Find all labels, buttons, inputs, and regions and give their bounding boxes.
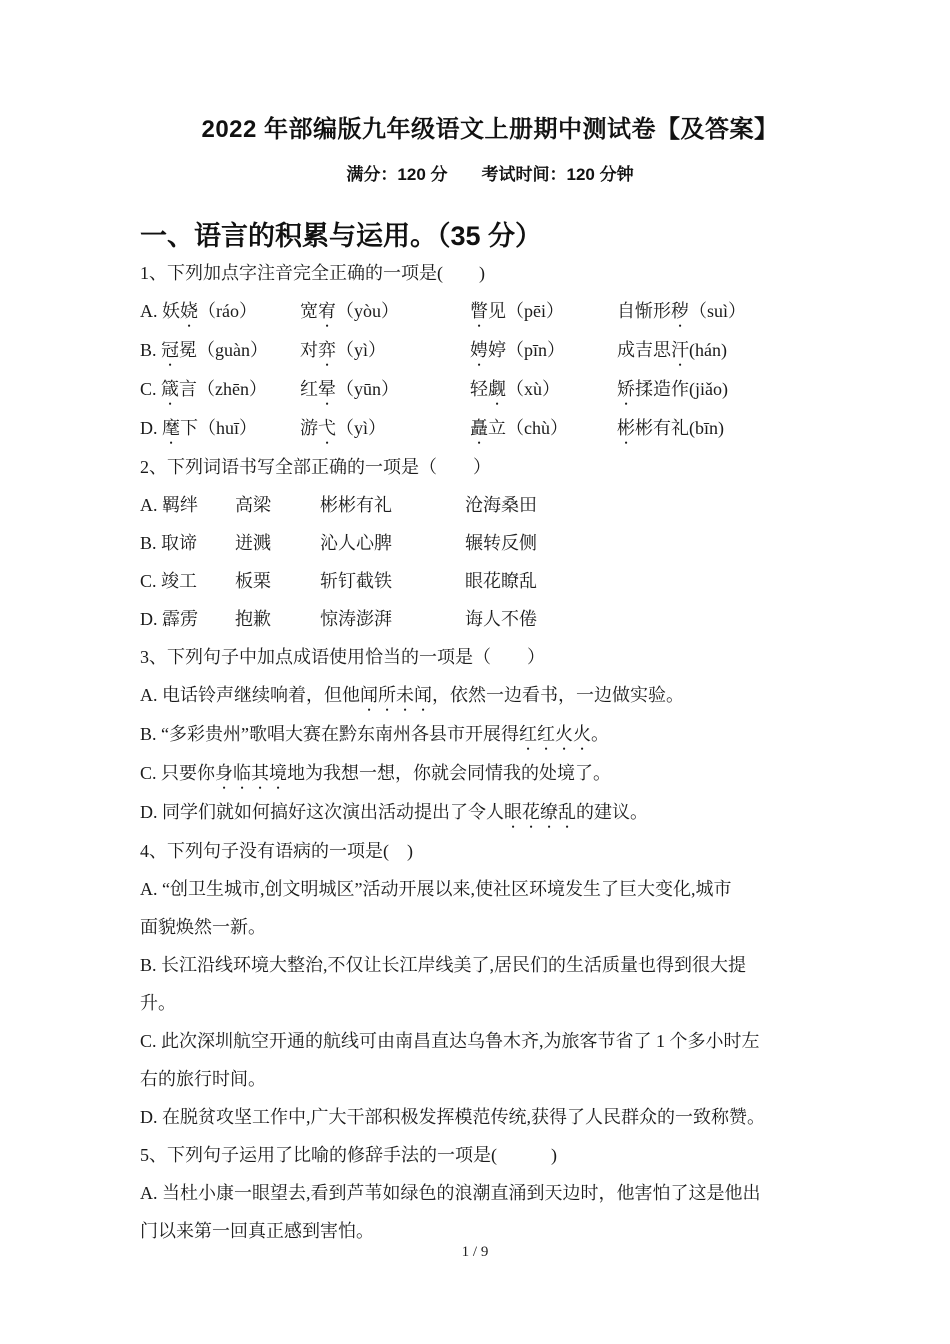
option-cell	[465, 562, 840, 600]
text-run: 辗转反侧	[465, 533, 537, 553]
emphasis-dotted-text: 矫	[617, 379, 635, 399]
text-run: D. 同学们就如何搞好这次演出活动提出了令人	[140, 802, 504, 822]
q4-option-b-line-1	[140, 946, 840, 984]
q3-option-a	[140, 676, 840, 715]
text-run: C. 此次深圳航空开通的航线可由南昌直达乌鲁木齐,为旅客节省了 1 个多小时左	[140, 1031, 760, 1051]
text-run: 面貌焕然一新。	[140, 917, 266, 937]
section-1-heading	[140, 218, 840, 254]
option-cell	[140, 524, 235, 562]
text-run: B.	[140, 340, 162, 360]
text-run: 见（pēi）	[488, 301, 564, 321]
text-run: (hán)	[689, 340, 727, 360]
q4-option-a-line-1	[140, 870, 840, 908]
text-run: 右的旅行时间。	[140, 1069, 266, 1089]
text-run: 2、下列词语书写全部正确的一项是（ ）	[140, 457, 491, 477]
text-run: 的建议。	[576, 802, 648, 822]
text-run: 斩钉截铁	[320, 571, 392, 591]
emphasis-dotted-text: 晕	[318, 379, 336, 399]
q3-stem	[140, 638, 840, 676]
option-cell	[320, 600, 465, 638]
text-run: B. 取谛	[140, 533, 198, 553]
text-run: B. 长江沿线环境大整治,不仅让长江岸线美了,居民们的生活质量也得到很大提	[140, 955, 747, 975]
text-run: 自惭形	[617, 301, 671, 321]
option-cell	[140, 486, 235, 524]
option-cell	[470, 292, 617, 331]
text-run: 5、下列句子运用了比喻的修辞手法的一项是( )	[140, 1145, 557, 1165]
emphasis-dotted-text: 彬	[617, 418, 635, 438]
q2-option-b	[140, 524, 840, 562]
text-run: 沧海桑田	[465, 495, 537, 515]
q2-option-d	[140, 600, 840, 638]
text-run: 一、语言的积累与运用。（35 分）	[140, 221, 543, 251]
option-cell	[320, 562, 465, 600]
emphasis-dotted-text: 麾	[162, 418, 180, 438]
emphasis-dotted-text: 冠	[161, 340, 180, 360]
text-run: 4、下列句子没有语病的一项是( )	[140, 841, 413, 861]
text-run: 诲人不倦	[465, 609, 537, 629]
text-run: A. 电话铃声继续响着，但他	[140, 685, 360, 705]
q2-option-c	[140, 562, 840, 600]
text-run: A. 羁绊	[140, 495, 198, 515]
text-run: C. 只要你	[140, 763, 216, 783]
emphasis-dotted-text: 矗	[470, 418, 488, 438]
option-cell	[617, 409, 840, 448]
option-cell	[617, 292, 840, 331]
q1-option-d	[140, 409, 840, 448]
text-run: A. 当杜小康一眼望去,看到芦苇如绿色的浪潮直涌到天边时，他害怕了这是他出	[140, 1183, 761, 1203]
option-cell	[235, 600, 320, 638]
text-run: 。	[590, 724, 609, 744]
option-cell	[320, 486, 465, 524]
emphasis-dotted-text: 宥	[318, 301, 336, 321]
option-cell	[465, 486, 840, 524]
text-run: B. “多彩贵州”歌唱大赛在黔东南州各县市开展得	[140, 724, 519, 744]
text-run: 言（zhēn）	[179, 379, 267, 399]
q4-option-a-line-2	[140, 908, 840, 946]
option-cell	[140, 409, 300, 448]
text-run: 下（huī）	[180, 418, 258, 438]
option-cell	[320, 524, 465, 562]
emphasis-dotted-text: 瞥	[470, 301, 488, 321]
text-run: 1、下列加点字注音完全正确的一项是( )	[140, 263, 485, 283]
option-cell	[300, 409, 470, 448]
option-cell	[617, 331, 840, 370]
option-cell	[235, 486, 320, 524]
option-cell	[300, 331, 470, 370]
option-cell	[140, 562, 235, 600]
text-run: 3、下列句子中加点成语使用恰当的一项是（ ）	[140, 647, 545, 667]
text-run: 冕（guàn）	[179, 340, 269, 360]
q3-option-c	[140, 754, 840, 793]
text-run: 板栗	[235, 571, 271, 591]
text-run: 游	[300, 418, 318, 438]
text-run: 迸溅	[235, 533, 271, 553]
q4-option-b-line-2	[140, 984, 840, 1022]
option-cell	[140, 370, 300, 409]
option-cell	[300, 292, 470, 331]
q2-stem	[140, 448, 840, 486]
q3-option-d	[140, 793, 840, 832]
exam-info: 满分：120 分 考试时间：120 分钟	[346, 165, 634, 184]
option-cell	[300, 370, 470, 409]
text-run: 惊涛澎湃	[320, 609, 392, 629]
option-cell	[470, 331, 617, 370]
text-run: D. 霹雳	[140, 609, 198, 629]
emphasis-dotted-text: 娆	[180, 301, 198, 321]
text-run: 门以来第一回真正感到害怕。	[140, 1221, 374, 1241]
q3-option-b	[140, 715, 840, 754]
text-run: （xù）	[506, 379, 560, 399]
option-cell	[235, 562, 320, 600]
text-run: A. 妖	[140, 301, 180, 321]
option-cell	[140, 331, 300, 370]
text-run: （yì）	[336, 418, 387, 438]
emphasis-dotted-text: 眼花缭乱	[504, 802, 576, 822]
text-run: （yūn）	[336, 379, 399, 399]
text-run: 红	[300, 379, 318, 399]
q5-stem	[140, 1136, 840, 1174]
text-run: 婷（pīn）	[488, 340, 566, 360]
text-run: 高梁	[235, 495, 271, 515]
text-run: 沁人心脾	[320, 533, 392, 553]
q4-option-d	[140, 1098, 840, 1136]
option-cell	[470, 409, 617, 448]
option-cell	[235, 524, 320, 562]
option-cell	[140, 292, 300, 331]
q1-option-b	[140, 331, 840, 370]
text-run: （suì）	[689, 301, 747, 321]
q4-stem	[140, 832, 840, 870]
text-run: 立（chù）	[488, 418, 568, 438]
option-cell	[465, 524, 840, 562]
q1-option-c	[140, 370, 840, 409]
text-run: 轻	[470, 379, 488, 399]
option-cell	[465, 600, 840, 638]
text-run: 宽	[300, 301, 318, 321]
emphasis-dotted-text: 汗	[671, 340, 689, 360]
emphasis-dotted-text: 闻所未闻	[360, 685, 432, 705]
emphasis-dotted-text: 觑	[488, 379, 506, 399]
text-run: （ráo）	[198, 301, 257, 321]
page-title: 2022 年部编版九年级语文上册期中测试卷【及答案】	[201, 116, 779, 143]
q2-option-a	[140, 486, 840, 524]
emphasis-dotted-text: 身临其境	[215, 763, 288, 783]
page-content	[140, 112, 840, 1250]
text-run: （yì）	[336, 340, 387, 360]
text-run: ，依然一边看书，一边做实验。	[432, 685, 684, 705]
emphasis-dotted-text: 秽	[671, 301, 689, 321]
text-run: 彬彬有礼	[320, 495, 392, 515]
q4-option-c-line-2	[140, 1060, 840, 1098]
text-run: C.	[140, 379, 162, 399]
emphasis-dotted-text: 箴	[161, 379, 180, 399]
text-run: （yòu）	[336, 301, 399, 321]
text-run: D.	[140, 418, 162, 438]
q1-option-a	[140, 292, 840, 331]
q4-option-c-line-1	[140, 1022, 840, 1060]
text-run: 揉造作(jiǎo)	[635, 379, 728, 399]
emphasis-dotted-text: 弋	[318, 418, 336, 438]
q5-option-a-line-1	[140, 1174, 840, 1212]
exam-body	[140, 218, 840, 1250]
emphasis-dotted-text: 弈	[318, 340, 336, 360]
text-run: A. “创卫生城市,创文明城区”活动开展以来,使社区环境发生了巨大变化,城市	[140, 879, 732, 899]
emphasis-dotted-text: 娉	[470, 340, 488, 360]
option-cell	[617, 370, 840, 409]
text-run: 升。	[140, 993, 176, 1013]
text-run: D. 在脱贫攻坚工作中,广大干部积极发挥模范传统,获得了人民群众的一致称赞。	[140, 1107, 765, 1127]
text-run: 成吉思	[617, 340, 671, 360]
text-run: C. 竣工	[140, 571, 198, 591]
text-run: 彬有礼(bīn)	[635, 418, 724, 438]
emphasis-dotted-text: 红红火火	[518, 724, 591, 744]
text-run: 对	[300, 340, 318, 360]
option-cell	[470, 370, 617, 409]
q1-stem	[140, 254, 840, 292]
page-number: 1 / 9	[461, 1244, 489, 1260]
text-run: 眼花瞭乱	[465, 571, 537, 591]
text-run: 地为我想一想，你就会同情我的处境了。	[287, 763, 612, 783]
option-cell	[140, 600, 235, 638]
text-run: 抱歉	[235, 609, 271, 629]
